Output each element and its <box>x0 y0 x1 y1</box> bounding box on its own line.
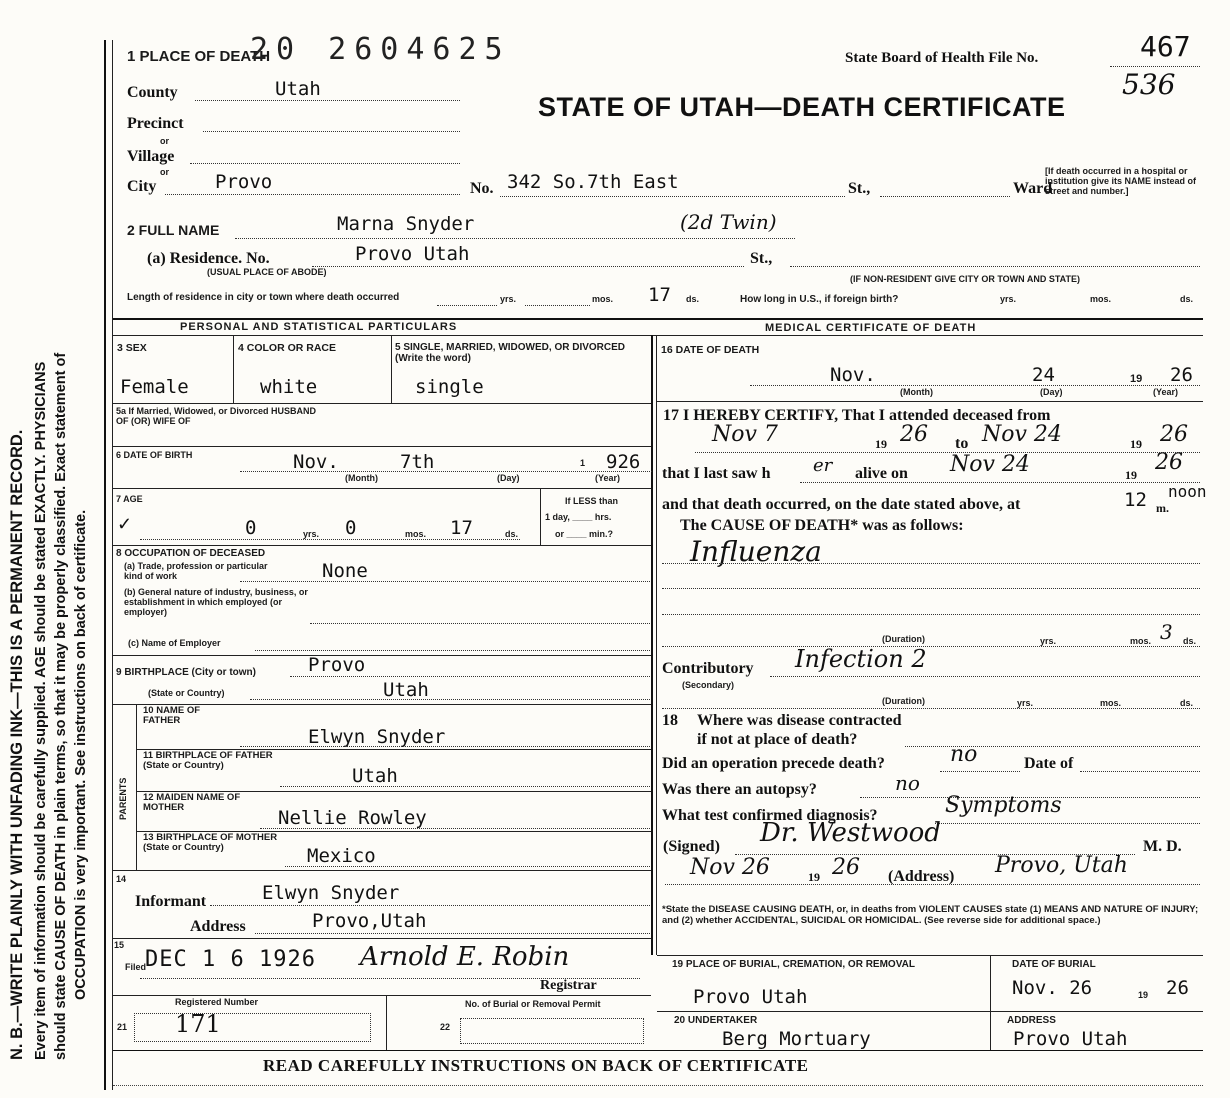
dob-label: 6 DATE OF BIRTH <box>116 450 193 460</box>
age-yrs-label: yrs. <box>303 529 320 539</box>
duration-mos-1: mos. <box>1130 636 1152 646</box>
residence-st-label: St., <box>750 250 773 267</box>
filed-date: DEC 1 6 1926 <box>145 947 316 972</box>
undertaker-address-label: ADDRESS <box>1007 1015 1056 1026</box>
informant-value: Elwyn Snyder <box>262 882 400 904</box>
death-hour: 12 <box>1124 489 1147 511</box>
autopsy-question: Was there an autopsy? <box>662 781 817 798</box>
medical-header: MEDICAL CERTIFICATE OF DEATH <box>765 322 977 334</box>
duration-yrs-1: yrs. <box>1040 636 1057 646</box>
us-yrs-label: yrs. <box>1000 294 1017 304</box>
mother-name: Nellie Rowley <box>278 807 427 829</box>
full-name-label: 2 FULL NAME <box>127 222 220 238</box>
death-year: 26 <box>1170 364 1193 386</box>
item-21: 21 <box>117 1022 128 1032</box>
last-saw-pronoun: er <box>813 455 833 476</box>
death-noon: noon <box>1168 482 1207 501</box>
sex-label: 3 SEX <box>117 342 147 354</box>
st-label: St., <box>848 180 871 197</box>
dob-year: 926 <box>606 451 641 473</box>
dob-day-caption: (Day) <box>497 473 520 483</box>
hospital-note: [If death occurred in a hospital or institution give its NAME instead of street and number.] <box>1045 166 1197 196</box>
cause-text: The CAUSE OF DEATH* was as follows: <box>680 517 964 534</box>
burial-place-label: 19 PLACE OF BURIAL, CREMATION, OR REMOVAL <box>672 959 915 970</box>
parents-label: PARENTS <box>118 777 128 820</box>
spouse-label: 5a If Married, Widowed, or Divorced HUSBAND OF (OR) WIFE OF <box>116 406 316 426</box>
duration-ds-1: ds. <box>1183 636 1197 646</box>
m-label: m. <box>1156 501 1169 515</box>
burial-place-value: Provo Utah <box>693 986 808 1008</box>
dob-month: Nov. <box>293 451 339 473</box>
reg-number-box <box>134 1013 371 1042</box>
duration-mos-value: 3 <box>1160 620 1173 644</box>
color-value: white <box>260 376 318 398</box>
frame-left-outer <box>104 40 106 1090</box>
age-mos-label: mos. <box>405 529 427 539</box>
father-bp-label: 11 BIRTHPLACE OF FATHER (State or Country) <box>143 750 273 771</box>
date-of-label: Date of <box>1024 755 1074 772</box>
duration-yrs-2: yrs. <box>1017 698 1034 708</box>
filed-label: Filed <box>125 962 147 972</box>
twin-note: (2d Twin) <box>680 210 777 234</box>
county-label: County <box>127 84 178 101</box>
mother-birthplace: Mexico <box>307 845 376 867</box>
color-label: 4 COLOR OR RACE <box>238 342 337 354</box>
age-yrs: 0 <box>245 517 257 539</box>
duration-label-2: (Duration) <box>882 696 925 706</box>
age-ds: 17 <box>450 517 473 539</box>
undertaker-label: 20 UNDERTAKER <box>674 1015 758 1026</box>
burial-year-prefix: 19 <box>1138 990 1149 1000</box>
place-of-death-label: 1 PLACE OF DEATH <box>127 48 271 65</box>
death-month: Nov. <box>830 364 876 386</box>
us-mos-label: mos. <box>1090 294 1112 304</box>
death-year-caption: (Year) <box>1153 387 1179 397</box>
physician-address: Provo, Utah <box>995 853 1128 878</box>
or-label-1: or <box>160 136 169 146</box>
or-label-2: or <box>160 167 169 177</box>
marital-value: single <box>415 376 484 398</box>
informant-address-label: Address <box>190 918 246 935</box>
test-value: Symptoms <box>945 793 1062 818</box>
attended-to-year: 26 <box>1160 422 1188 447</box>
footer-instructions: READ CAREFULLY INSTRUCTIONS ON BACK OF CERTIFICATE <box>263 1056 809 1075</box>
length-mos-label: mos. <box>592 294 614 304</box>
contracted-question-2: if not at place of death? <box>697 731 858 748</box>
secondary-label: (Secondary) <box>682 680 735 690</box>
burial-date-value: Nov. 26 <box>1012 977 1093 999</box>
length-yrs-label: yrs. <box>500 294 517 304</box>
length-residence-label: Length of residence in city or town where death occurred <box>127 292 400 303</box>
alive-year: 26 <box>1155 450 1183 475</box>
side-instructions <box>0 0 100 1098</box>
autopsy-value: no <box>895 771 920 795</box>
registrar-signature: Arnold E. Robin <box>360 942 570 972</box>
occupation-value: None <box>322 560 368 582</box>
father-birthplace: Utah <box>352 765 398 787</box>
certificate-number: 20 2604625 <box>250 32 511 67</box>
attended-to: Nov 24 <box>982 422 1062 447</box>
signed-year-prefix: 19 <box>808 870 820 884</box>
occupation-label: 8 OCCUPATION OF DECEASED <box>116 548 266 559</box>
file-no-label: State Board of Health File No. <box>845 50 1039 66</box>
contributory-value: Infection 2 <box>795 645 927 673</box>
mother-bp-label: 13 BIRTHPLACE OF MOTHER (State or Country) <box>143 832 278 853</box>
item-15: 15 <box>114 940 125 950</box>
item-14: 14 <box>116 874 127 884</box>
file-no-2: 536 <box>1122 68 1176 101</box>
to-year-prefix: 19 <box>1130 437 1142 451</box>
undertaker-value: Berg Mortuary <box>722 1028 871 1050</box>
reg-number-label: Registered Number <box>175 997 259 1007</box>
day-hrs-label: 1 day, ____ hrs. <box>545 512 612 522</box>
operation-value: no <box>950 742 978 767</box>
contributory-label: Contributory <box>662 660 754 677</box>
alive-date: Nov 24 <box>950 452 1030 477</box>
last-saw-text: that I last saw h <box>662 465 771 482</box>
file-no-1: 467 <box>1140 30 1191 63</box>
occupation-b-label: (b) General nature of industry, business, or establishment in which employed (or employer) <box>124 587 308 617</box>
birthplace-label: 9 BIRTHPLACE (City or town) <box>116 667 256 678</box>
residence-label: (a) Residence. No. <box>147 250 270 267</box>
reg-number-value: 171 <box>175 1010 221 1038</box>
personal-header: PERSONAL AND STATISTICAL PARTICULARS <box>180 321 458 333</box>
age-check-mark: ✓ <box>117 514 133 535</box>
us-residence-label: How long in U.S., if foreign birth? <box>740 294 899 305</box>
village-label: Village <box>127 148 175 165</box>
age-label: 7 AGE <box>116 494 143 504</box>
street-no-value: 342 So.7th East <box>507 171 679 193</box>
state-country-caption: (State or Country) <box>148 688 225 698</box>
side-note-line4: OCCUPATION is very important. See instructions on back of certificate. <box>73 509 89 1000</box>
death-day: 24 <box>1032 364 1055 386</box>
ward-label: Ward <box>1013 180 1053 197</box>
physician-signature: Dr. Westwood <box>760 818 941 848</box>
length-ds-label: ds. <box>686 294 700 304</box>
street-no-label: No. <box>470 180 494 197</box>
side-note-line2: Every item of information should be carefully supplied. AGE should be stated EXACTLY. PHYSICIANS <box>33 361 49 1060</box>
if-less-label: If LESS than <box>565 496 619 506</box>
dob-year-caption: (Year) <box>595 473 621 483</box>
residence-value: Provo Utah <box>355 243 470 265</box>
signed-year: 26 <box>832 855 860 880</box>
registrar-label: Registrar <box>540 978 597 993</box>
nonresident-note: (IF NON-RESIDENT GIVE CITY OR TOWN AND STATE) <box>850 274 1081 284</box>
precinct-label: Precinct <box>127 115 184 132</box>
dob-day: 7th <box>400 451 435 473</box>
death-day-caption: (Day) <box>1040 387 1063 397</box>
length-ds-value: 17 <box>648 284 671 306</box>
from-year-prefix: 19 <box>875 437 887 451</box>
page-title: STATE OF UTAH—DEATH CERTIFICATE <box>538 92 1066 122</box>
certify-text: 17 I HEREBY CERTIFY, That I attended deceased from <box>663 407 1051 424</box>
cause-footnote: *State the DISEASE CAUSING DEATH, or, in deaths from VIOLENT CAUSES state (1) MEANS AND NATURE OF INJURY; and (2) whether ACCIDENTAL, SUICIDAL OR HOMICIDAL. (See reverse side for additional space.) <box>662 904 1199 926</box>
employer-label: (c) Name of Employer <box>128 638 221 648</box>
signed-date: Nov 26 <box>690 855 770 880</box>
test-question: What test confirmed diagnosis? <box>662 807 878 824</box>
contracted-question: Where was disease contracted <box>697 712 902 729</box>
signed-label: (Signed) <box>663 838 720 855</box>
city-value: Provo <box>215 171 273 193</box>
birthplace-state: Utah <box>383 679 429 701</box>
burial-permit-box <box>460 1018 644 1044</box>
full-name-value: Marna Snyder <box>337 213 475 235</box>
father-name: Elwyn Snyder <box>308 726 446 748</box>
duration-ds-2: ds. <box>1180 698 1194 708</box>
to-label: to <box>955 435 969 452</box>
informant-label: Informant <box>135 893 207 910</box>
cause-value: Influenza <box>690 535 822 568</box>
informant-address: Provo,Utah <box>312 910 427 932</box>
frame-left-inner <box>112 40 113 1090</box>
burial-date-label: DATE OF BURIAL <box>1012 959 1096 970</box>
burial-permit-label: No. of Burial or Removal Permit <box>465 999 601 1009</box>
duration-mos-2: mos. <box>1100 698 1122 708</box>
age-mos: 0 <box>345 517 357 539</box>
death-month-caption: (Month) <box>900 387 933 397</box>
operation-question: Did an operation precede death? <box>662 755 885 772</box>
attended-from: Nov 7 <box>712 422 778 447</box>
date-of-death-label: 16 DATE OF DEATH <box>661 344 760 356</box>
address-label: (Address) <box>888 868 955 885</box>
undertaker-address: Provo Utah <box>1013 1028 1128 1050</box>
item-22: 22 <box>440 1022 451 1032</box>
dob-year-prefix: 1 <box>580 458 586 468</box>
city-label: City <box>127 178 157 195</box>
or-min-label: or ____ min.? <box>555 529 614 539</box>
md-label: M. D. <box>1143 838 1182 855</box>
mother-name-label: 12 MAIDEN NAME OF MOTHER <box>143 792 241 813</box>
dob-month-caption: (Month) <box>345 473 378 483</box>
death-year-prefix: 19 <box>1130 373 1143 385</box>
duration-label-1: (Duration) <box>882 634 925 644</box>
burial-year: 26 <box>1166 977 1189 999</box>
attended-from-year: 26 <box>900 422 928 447</box>
marital-label: 5 SINGLE, MARRIED, WIDOWED, OR DIVORCED (Write the word) <box>395 342 626 364</box>
side-note-line3: should state CAUSE OF DEATH in plain terms, so that it may be properly classified. Exact statement of <box>53 352 69 1060</box>
usual-place-label: (USUAL PLACE OF ABODE) <box>207 267 327 277</box>
sex-value: Female <box>120 376 189 398</box>
us-ds-label: ds. <box>1180 294 1194 304</box>
side-note-line1: N. B.—WRITE PLAINLY WITH UNFADING INK—THIS IS A PERMANENT RECORD. <box>8 429 26 1060</box>
death-occurred-text: and that death occurred, on the date stated above, at <box>662 496 1021 513</box>
item-18: 18 <box>662 712 678 729</box>
alive-on-label: alive on <box>855 465 908 482</box>
occupation-a-label: (a) Trade, profession or particular kind of work <box>124 561 268 581</box>
alive-year-prefix: 19 <box>1125 468 1137 482</box>
age-ds-label: ds. <box>505 529 519 539</box>
father-name-label: 10 NAME OF FATHER <box>143 705 201 726</box>
county-value: Utah <box>275 78 321 100</box>
birthplace-city: Provo <box>308 654 366 676</box>
